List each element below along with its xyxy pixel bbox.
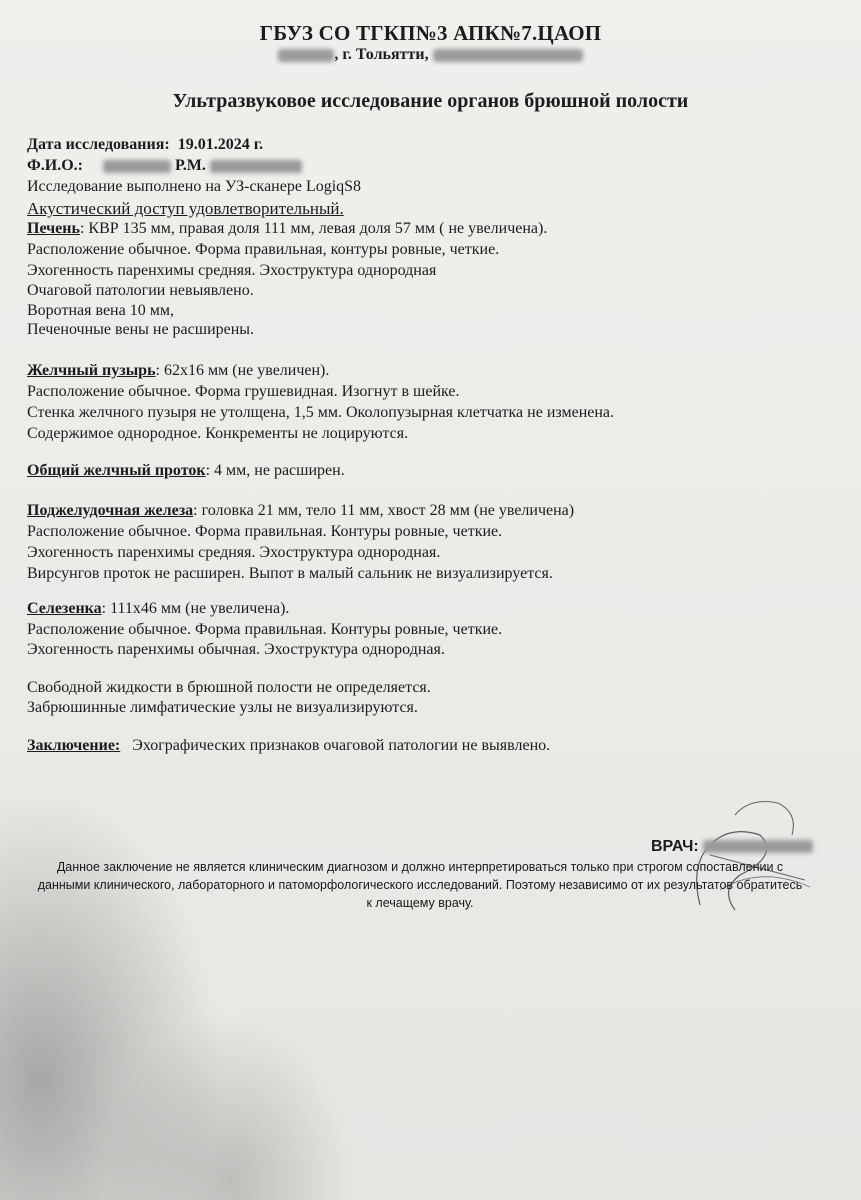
bile-duct-label: Общий желчный проток bbox=[27, 462, 206, 479]
gallbladder-label: Желчный пузырь bbox=[27, 362, 156, 379]
institution-name: ГБУЗ СО ТГКП№3 АПК№7.ЦАОП bbox=[259, 21, 602, 45]
gallbladder-line-3: Стенка желчного пузыря не утолщена, 1,5 мм. Околопузырная клетчатка не изменена. bbox=[27, 404, 615, 421]
disclaimer bbox=[20, 858, 820, 912]
liver-measurements: : КВР 135 мм, правая доля 111 мм, левая доля 57 мм ( не увеличена). bbox=[79, 220, 548, 237]
gallbladder-measurements: : 62х16 мм (не увеличен). bbox=[155, 362, 330, 379]
patient-name-label: Ф.И.О.: bbox=[27, 157, 83, 174]
pancreas-line-4: Вирсунгов проток не расширен. Выпот в малый сальник не визуализируется. bbox=[27, 565, 553, 582]
pancreas-label: Поджелудочная железа bbox=[27, 502, 194, 519]
spleen-label: Селезенка bbox=[27, 600, 102, 617]
disclaimer-line-1: Данное заключение не является клиническим диагнозом и должно интерпретироваться только при строгом сопоставлении с bbox=[56, 860, 784, 874]
liver-line-1 bbox=[27, 220, 547, 238]
spleen-line-2: Расположение обычное. Форма правильная. Контуры ровные, четкие. bbox=[27, 621, 503, 638]
pancreas-measurements: : головка 21 мм, тело 11 мм, хвост 28 мм (не увеличена) bbox=[193, 502, 575, 519]
exam-date-label: Дата исследования: bbox=[27, 136, 170, 153]
patient-initials: Р.М. bbox=[174, 157, 206, 174]
exam-date-value: 19.01.2024 г. bbox=[177, 136, 264, 153]
doctor-label: ВРАЧ: bbox=[651, 838, 699, 855]
conclusion-text: Эхографических признаков очаговой патологии не выявлено. bbox=[132, 737, 551, 754]
liver-line-5: Воротная вена 10 мм, bbox=[27, 302, 174, 319]
redacted-birthdate bbox=[210, 160, 302, 173]
disclaimer-line-3: к лечащему врачу. bbox=[366, 896, 474, 910]
access-line: Акустический доступ удовлетворительный. bbox=[27, 199, 344, 218]
free-fluid-line: Свободной жидкости в брюшной полости не определяется. bbox=[27, 679, 431, 696]
gallbladder-line-1 bbox=[27, 362, 329, 380]
redacted-street bbox=[433, 49, 583, 62]
conclusion-line bbox=[27, 737, 550, 755]
gallbladder-line-4: Содержимое однородное. Конкременты не лоцируются. bbox=[27, 425, 409, 442]
liver-line-4: Очаговой патологии невыявлено. bbox=[27, 282, 254, 299]
pancreas-line-3: Эхогенность паренхимы средняя. Эхоструктура однородная. bbox=[27, 544, 441, 561]
liver-line-2: Расположение обычное. Форма правильная, контуры ровные, четкие. bbox=[27, 241, 500, 258]
bile-duct-measurements: : 4 мм, не расширен. bbox=[205, 462, 345, 479]
bile-duct-line bbox=[27, 462, 345, 480]
pancreas-line-2: Расположение обычное. Форма правильная. Контуры ровные, четкие. bbox=[27, 523, 503, 540]
institution-address bbox=[0, 46, 861, 64]
exam-date-line bbox=[27, 136, 263, 154]
redacted-surname bbox=[103, 160, 171, 173]
doctor-line bbox=[651, 838, 813, 856]
liver-label: Печень bbox=[27, 220, 80, 237]
patient-name-line bbox=[27, 157, 302, 175]
liver-line-3: Эхогенность паренхимы средняя. Эхоструктура однородная bbox=[27, 262, 437, 279]
redacted-doctor-name bbox=[703, 840, 813, 853]
city-text: , г. Тольятти, bbox=[334, 46, 429, 63]
gallbladder-line-2: Расположение обычное. Форма грушевидная. Изогнут в шейке. bbox=[27, 383, 460, 400]
liver-line-6: Печеночные вены не расширены. bbox=[27, 321, 255, 338]
spleen-line-3: Эхогенность паренхимы обычная. Эхоструктура однородная. bbox=[27, 641, 445, 658]
scanner-line: Исследование выполнено на УЗ-сканере LogiqS8 bbox=[27, 178, 362, 195]
spleen-line-1 bbox=[27, 600, 289, 618]
disclaimer-line-2: данными клинического, лабораторного и патоморфологического исследований. Поэтому независимо от их результатов обратитесь bbox=[37, 878, 803, 892]
pancreas-line-1 bbox=[27, 502, 574, 520]
spleen-measurements: : 111х46 мм (не увеличена). bbox=[101, 600, 290, 617]
document-title: Ультразвуковое исследование органов брюшной полости bbox=[172, 90, 689, 112]
conclusion-label: Заключение: bbox=[27, 737, 121, 754]
redacted-postcode bbox=[278, 49, 334, 62]
lymph-nodes-line: Забрюшинные лимфатические узлы не визуализируются. bbox=[27, 699, 418, 716]
